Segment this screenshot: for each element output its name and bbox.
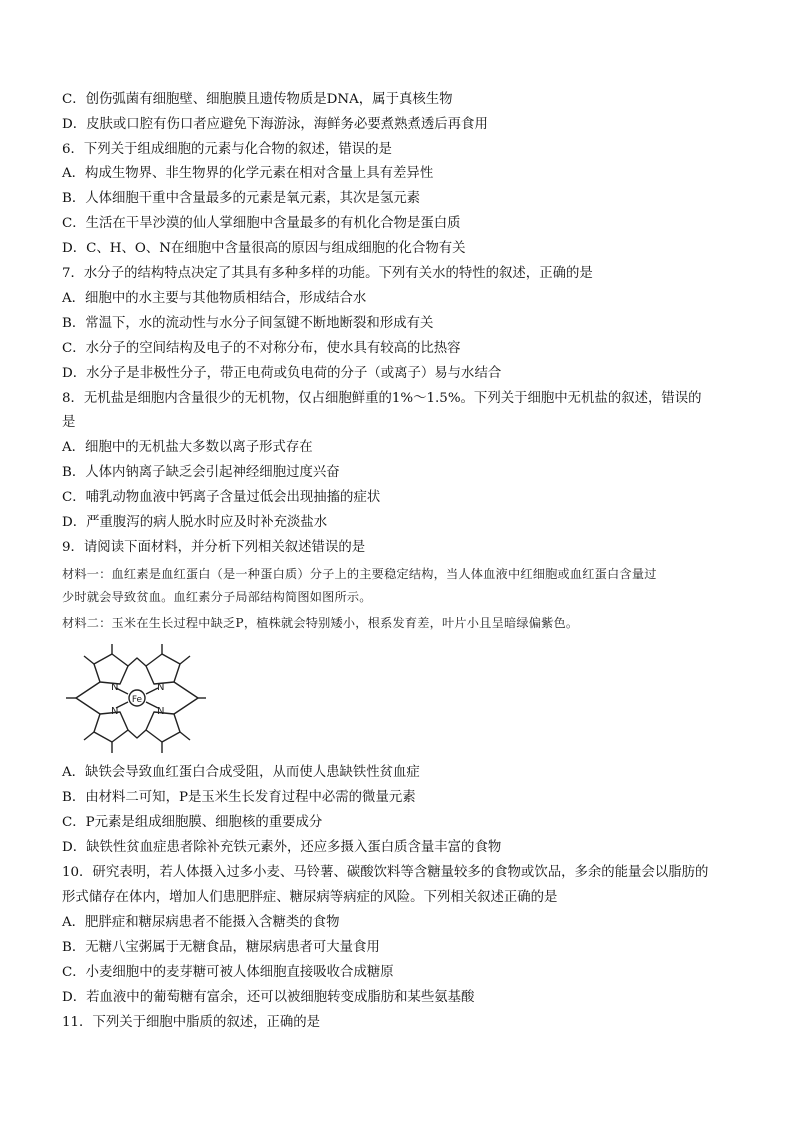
option-9b: B．由材料二可知，P是玉米生长发育过程中必需的微量元素 xyxy=(62,790,416,805)
option-8c: C．哺乳动物血液中钙离子含量过低会出现抽搐的症状 xyxy=(62,490,381,505)
option-8d: D．严重腹泻的病人脱水时应及时补充淡盐水 xyxy=(62,515,328,530)
option-10a: A．肥胖症和糖尿病患者不能摄入含糖类的食物 xyxy=(62,915,340,930)
option-8a: A．细胞中的无机盐大多数以离子形式存在 xyxy=(62,440,313,455)
question-7: 7．水分子的结构特点决定了其具有多种多样的功能。下列有关水的特性的叙述，正确的是 xyxy=(62,266,593,281)
heme-structure-diagram xyxy=(62,642,207,755)
option-6b: B．人体细胞干重中含量最多的元素是氧元素，其次是氢元素 xyxy=(62,191,420,206)
option-7c: C．水分子的空间结构及电子的不对称分布，使水具有较高的比热容 xyxy=(62,341,461,356)
option-6a: A．构成生物界、非生物界的化学元素在相对含量上具有差异性 xyxy=(62,166,434,181)
option-9c: C．P元素是组成细胞膜、细胞核的重要成分 xyxy=(62,815,323,830)
question-10-cont: 形式储存在体内，增加人们患肥胖症、糖尿病等病症的风险。下列相关叙述正确的是 xyxy=(62,890,558,905)
question-10: 10．研究表明，若人体摄入过多小麦、马铃薯、碳酸饮料等含糖量较多的食物或饮品，多余的能量会以脂肪的 xyxy=(62,865,709,880)
material-2: 材料二：玉米在生长过程中缺乏P，植株就会特别矮小，根系发育差，叶片小且呈暗绿偏紫色。 xyxy=(62,616,579,630)
question-8: 8．无机盐是细胞内含量很少的无机物，仅占细胞鲜重的1%～1.5%。下列关于细胞中无机盐的叙述，错误的 xyxy=(62,391,702,406)
option-9a: A．缺铁会导致血红蛋白合成受阻，从而使人患缺铁性贫血症 xyxy=(62,765,420,780)
option-10b: B．无糖八宝粥属于无糖食品，糖尿病患者可大量食用 xyxy=(62,940,380,955)
option-8b: B．人体内钠离子缺乏会引起神经细胞过度兴奋 xyxy=(62,465,340,480)
option-5d: D．皮肤或口腔有伤口者应避免下海游泳，海鲜务必要煮熟煮透后再食用 xyxy=(62,117,488,132)
option-9d: D．缺铁性贫血症患者除补充铁元素外，还应多摄入蛋白质含量丰富的食物 xyxy=(62,840,502,855)
material-1-line-2: 少时就会导致贫血。血红素分子局部结构简图如图所示。 xyxy=(62,590,372,604)
n-label-bottom-right: N xyxy=(157,706,165,717)
material-1-line-1: 材料一：血红素是血红蛋白（是一种蛋白质）分子上的主要稳定结构，当人体血液中红细胞或血红蛋白含量过 xyxy=(62,567,657,581)
n-label-bottom-left: N xyxy=(111,706,119,717)
option-6c: C．生活在干旱沙漠的仙人掌细胞中含量最多的有机化合物是蛋白质 xyxy=(62,216,461,231)
question-8-cont: 是 xyxy=(62,415,76,430)
n-label-top-right: N xyxy=(157,682,165,693)
option-7d: D．水分子是非极性分子，带正电荷或负电荷的分子（或离子）易与水结合 xyxy=(62,366,502,381)
option-7a: A．细胞中的水主要与其他物质相结合，形成结合水 xyxy=(62,291,367,306)
option-6d: D．C、H、O、N在细胞中含量很高的原因与组成细胞的化合物有关 xyxy=(62,241,466,256)
option-5c: C．创伤弧菌有细胞壁、细胞膜且遗传物质是DNA，属于真核生物 xyxy=(62,92,453,107)
n-label-top-left: N xyxy=(111,682,119,693)
option-10d: D．若血液中的葡萄糖有富余，还可以被细胞转变成脂肪和某些氨基酸 xyxy=(62,990,475,1005)
question-11: 11．下列关于细胞中脂质的叙述，正确的是 xyxy=(62,1015,321,1030)
option-10c: C．小麦细胞中的麦芽糖可被人体细胞直接吸收合成糖原 xyxy=(62,965,394,980)
question-9: 9．请阅读下面材料，并分析下列相关叙述错误的是 xyxy=(62,540,366,555)
fe-atom-label: Fe xyxy=(131,695,143,705)
question-6: 6．下列关于组成细胞的元素与化合物的叙述，错误的是 xyxy=(62,142,392,157)
option-7b: B．常温下，水的流动性与水分子间氢键不断地断裂和形成有关 xyxy=(62,316,434,331)
